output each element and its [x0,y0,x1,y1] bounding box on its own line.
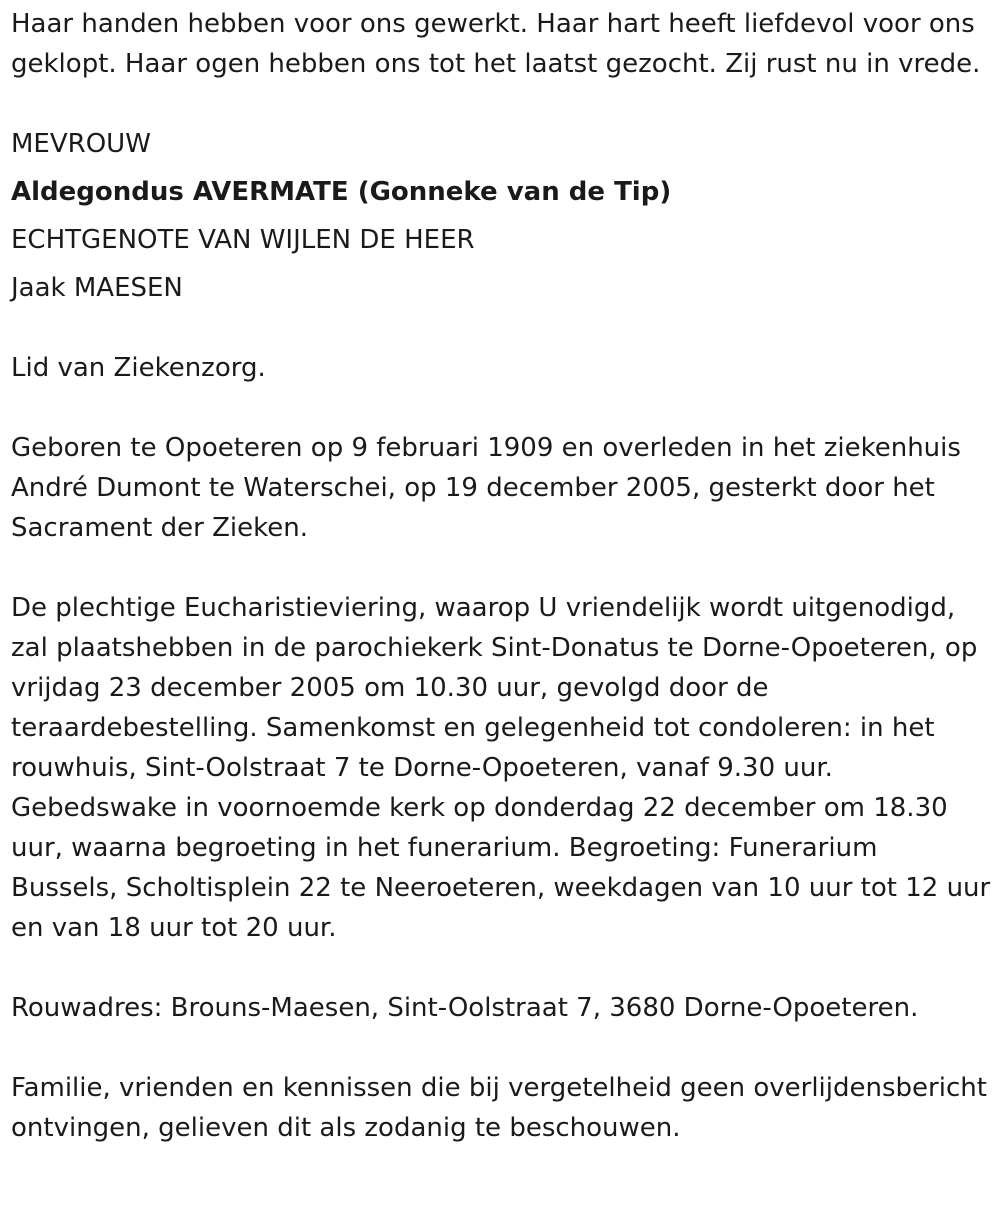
membership-paragraph: Lid van Ziekenzorg. [11,353,266,383]
spouse-name: Jaak MAESEN [11,273,183,303]
spouse-label: ECHTGENOTE VAN WIJLEN DE HEER [11,225,475,255]
birth-death-paragraph: Geboren te Opoeteren op 9 februari 1909 en overleden in het ziekenhuis André Dumont te Waterschei, op 19 december 2005, gesterkt door het Sacrament der Zieken. [11,433,961,543]
ceremony-paragraph: De plechtige Eucharistieviering, waarop U vriendelijk wordt uitgenodigd, zal plaatshebben in de parochiekerk Sint-Donatus te Dorne-Opoeteren, op vrijdag 23 december 2005 om 10.30 uur, gevolgd door de teraardebestelling. Samenkomst en gelegenheid tot condoleren: in het rouwhuis, Sint-Oolstraat 7 te Dorne-Opoeteren, vanaf 9.30 uur. Gebedswake in voornoemde kerk op donderdag 22 december om 18.30 uur, waarna begroeting in het funerarium. Begroeting: Funerarium Bussels, Scholtisplein 22 te Neeroeteren, weekdagen van 10 uur tot 12 uur en van 18 uur tot 20 uur. [11,593,991,943]
obituary-document [11,4,991,1188]
deceased-block [11,124,991,308]
deceased-name: Aldegondus AVERMATE (Gonneke van de Tip) [11,177,672,207]
intro-paragraph: Haar handen hebben voor ons gewerkt. Haar hart heeft liefdevol voor ons geklopt. Haar ogen hebben ons tot het laatst gezocht. Zij rust nu in vrede. [11,9,981,79]
address-paragraph: Rouwadres: Brouns-Maesen, Sint-Oolstraat 7, 3680 Dorne-Opoeteren. [11,993,919,1023]
deceased-title: MEVROUW [11,129,151,159]
closing-paragraph: Familie, vrienden en kennissen die bij vergetelheid geen overlijdensbericht ontvingen, gelieven dit als zodanig te beschouwen. [11,1073,987,1143]
